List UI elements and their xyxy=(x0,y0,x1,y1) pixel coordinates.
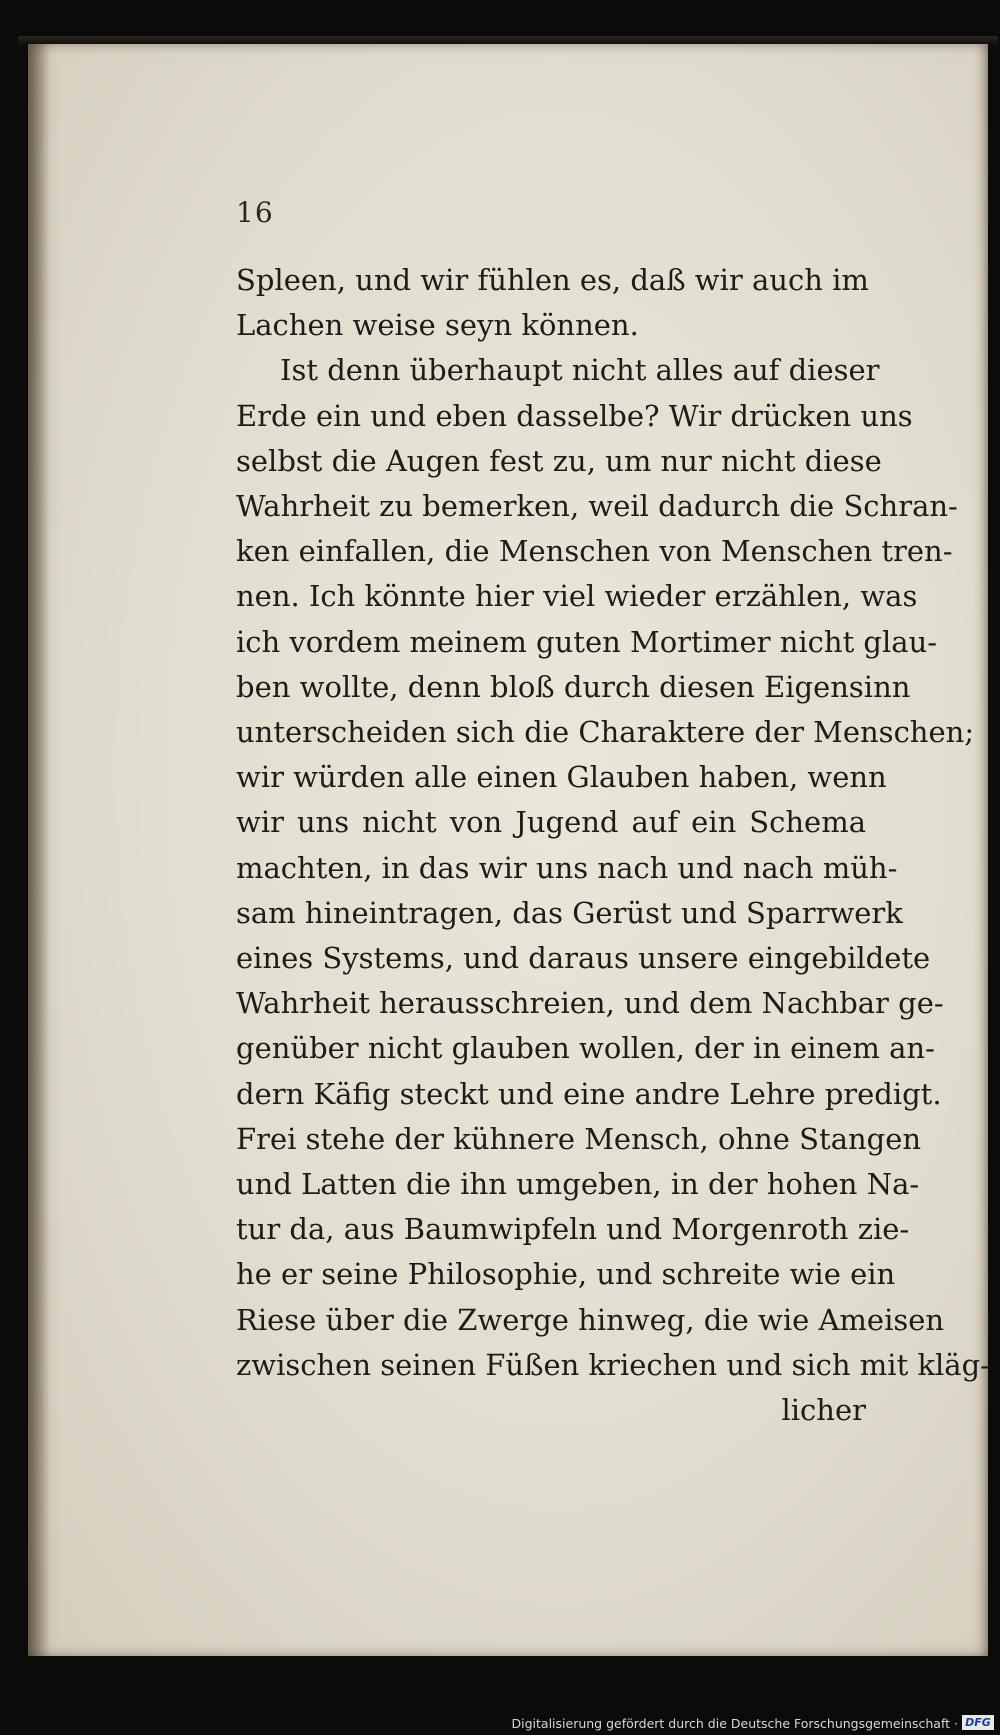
text-line: Lachen weise seyn können. xyxy=(236,308,639,343)
dfg-logo-icon: DFG xyxy=(962,1715,994,1730)
text-line: selbst die Augen fest zu, um nur nicht diese xyxy=(236,443,882,478)
text-line: wir würden alle einen Glauben haben, wenn xyxy=(236,760,887,795)
text-line: eines Systems, und daraus unsere eingebildete xyxy=(236,941,931,976)
text-line: he er seine Philosophie, und schreite wie ein xyxy=(236,1257,896,1292)
text-line: ken einfallen, die Menschen von Menschen tren- xyxy=(236,534,953,569)
text-line: zwischen seinen Füßen kriechen und sich mit kläg- xyxy=(236,1347,990,1382)
text-line: Spleen, und wir fühlen es, daß wir auch im xyxy=(236,263,869,297)
funding-credit: Digitalisierung gefördert durch die Deutsche Forschungsgemeinschaft · xyxy=(511,1716,958,1731)
text-line: sam hineintragen, das Gerüst und Sparrwerk xyxy=(236,895,903,930)
text-line: ich vordem meinem guten Mortimer nicht glau- xyxy=(236,624,938,659)
text-line: Erde ein und eben dasselbe? Wir drücken uns xyxy=(236,398,913,433)
catchword: licher xyxy=(781,1393,866,1428)
text-line: und Latten die ihn umgeben, in der hohen Na- xyxy=(236,1167,920,1202)
text-line: unterscheiden sich die Charaktere der Menschen; xyxy=(236,715,975,750)
text-line: Frei stehe der kühnere Mensch, ohne Stangen xyxy=(236,1121,922,1156)
text-line: nen. Ich könnte hier viel wieder erzählen, was xyxy=(236,579,918,614)
text-line: dern Käfig steckt und eine andre Lehre predigt. xyxy=(236,1076,942,1111)
page-number: 16 xyxy=(236,196,274,229)
text-line: tur da, aus Baumwipfeln und Morgenroth zie- xyxy=(236,1212,910,1247)
text-line: Ist denn überhaupt nicht alles auf dieser xyxy=(280,353,880,388)
body-text xyxy=(236,258,990,1433)
text-line: Wahrheit herausschreien, und dem Nachbar ge- xyxy=(236,986,944,1021)
text-line: wir uns nicht von Jugend auf ein Schema xyxy=(236,805,866,840)
text-line: Riese über die Zwerge hinweg, die wie Ameisen xyxy=(236,1302,945,1337)
text-line: machten, in das wir uns nach und nach müh- xyxy=(236,850,898,885)
text-line: ben wollte, denn bloß durch diesen Eigensinn xyxy=(236,669,911,704)
text-line: Wahrheit zu bemerken, weil dadurch die Schran- xyxy=(236,489,958,524)
text-line: genüber nicht glauben wollen, der in einem an- xyxy=(236,1031,935,1066)
page-gutter-shadow xyxy=(28,44,50,1656)
